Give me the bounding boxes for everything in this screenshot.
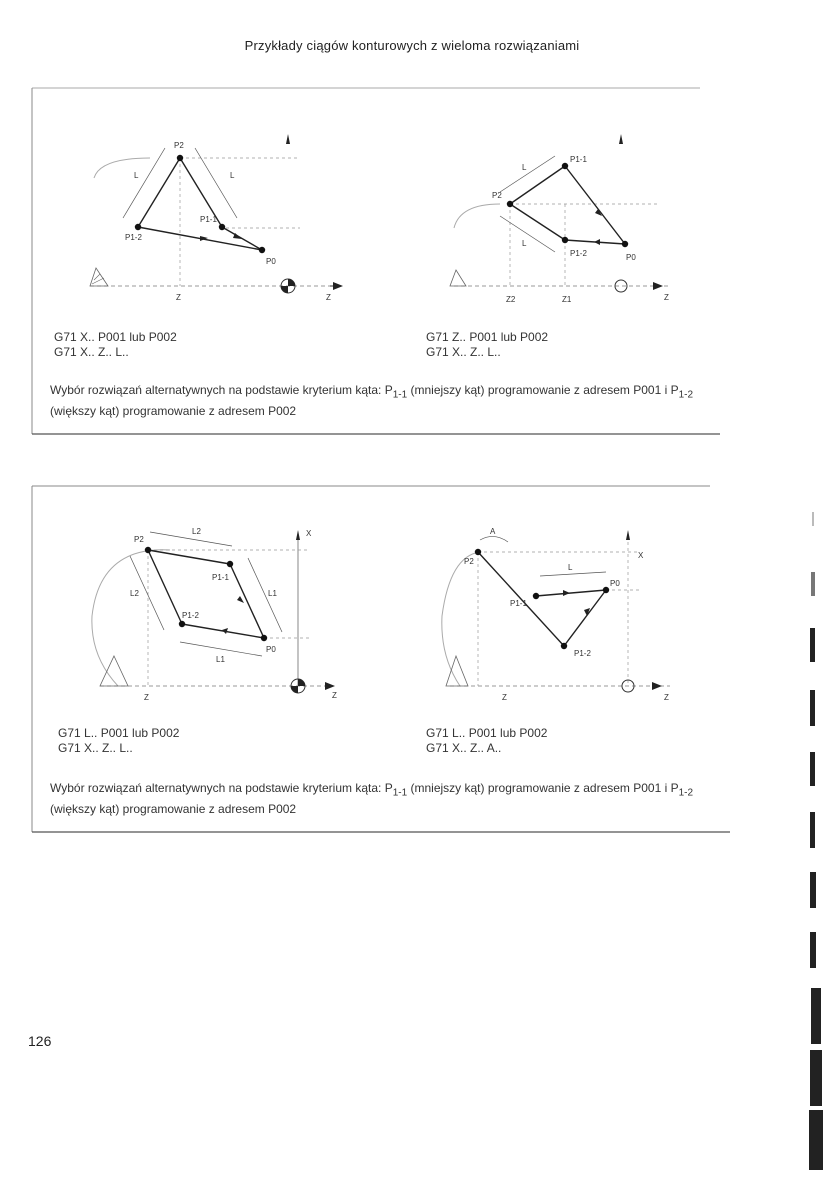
point-p0 bbox=[261, 635, 267, 641]
page-title: Przykłady ciągów konturowych z wieloma rozwiązaniami bbox=[244, 38, 580, 53]
code-block-right bbox=[426, 726, 547, 756]
note-text: Wybór rozwiązań alternatywnych na podstawie kryterium kąta: P bbox=[50, 781, 393, 795]
hatch-mark bbox=[450, 270, 466, 286]
point-p0 bbox=[259, 247, 265, 253]
label-p0: P0 bbox=[266, 257, 276, 266]
code-line: G71 X.. Z.. L.. bbox=[426, 345, 501, 359]
label-z-ref: Z bbox=[176, 293, 181, 302]
label-z-axis: Z bbox=[664, 293, 669, 302]
x-axis-arrow bbox=[619, 134, 623, 144]
label-p1-1: P1-1 bbox=[200, 215, 217, 224]
label-p0: P0 bbox=[610, 579, 620, 588]
label-l1: L1 bbox=[216, 655, 225, 664]
code-block-left bbox=[54, 330, 177, 360]
z-axis-arrow bbox=[333, 282, 343, 290]
contour-segment bbox=[138, 158, 180, 227]
code-block-right bbox=[426, 330, 548, 360]
point-p1-1 bbox=[219, 224, 225, 230]
code-line: G71 Z.. P001 lub P002 bbox=[426, 330, 549, 344]
note-subscript: 1-2 bbox=[678, 787, 694, 799]
workpiece-outline bbox=[442, 552, 480, 686]
selection-note bbox=[50, 382, 730, 419]
code-line: G71 L.. P001 lub P002 bbox=[426, 726, 548, 740]
point-p1-1 bbox=[562, 163, 568, 169]
point-p2 bbox=[507, 201, 513, 207]
point-p2 bbox=[145, 547, 151, 553]
label-z-axis: Z bbox=[332, 691, 337, 700]
contour-segment bbox=[565, 166, 625, 244]
label-a: A bbox=[490, 527, 496, 536]
label-z-ref: Z bbox=[502, 693, 507, 702]
example-panel-1 bbox=[30, 88, 730, 438]
x-axis-arrow bbox=[626, 530, 630, 540]
contour-segment bbox=[564, 590, 606, 646]
point-p2 bbox=[177, 155, 183, 161]
contour-segment bbox=[230, 564, 264, 638]
point-p1-2 bbox=[561, 643, 567, 649]
point-p2 bbox=[475, 549, 481, 555]
label-l: L bbox=[522, 239, 527, 248]
label-l: L bbox=[522, 163, 527, 172]
contour-segment bbox=[536, 590, 606, 596]
note-subscript: 1-1 bbox=[392, 389, 408, 401]
label-x-axis: X bbox=[638, 551, 644, 560]
code-line: G71 L.. P001 lub P002 bbox=[58, 726, 180, 740]
label-p2: P2 bbox=[134, 535, 144, 544]
contour-segment bbox=[148, 550, 230, 564]
note-subscript: 1-1 bbox=[392, 787, 408, 799]
label-z-ref: Z bbox=[144, 693, 149, 702]
z-axis-arrow bbox=[652, 682, 662, 690]
code-line: G71 X.. Z.. A.. bbox=[426, 741, 502, 755]
note-subscript: 1-2 bbox=[678, 389, 694, 401]
selection-note bbox=[50, 780, 730, 817]
label-z-axis: Z bbox=[326, 293, 331, 302]
code-line: G71 X.. Z.. L.. bbox=[54, 345, 129, 359]
workpiece-outline bbox=[454, 204, 500, 228]
note-text: (większy kąt) programowanie z adresem P002 bbox=[50, 802, 297, 817]
angle-arc bbox=[480, 536, 508, 542]
label-p2: P2 bbox=[174, 141, 184, 150]
label-l: L bbox=[568, 563, 573, 572]
point-p0 bbox=[622, 241, 628, 247]
label-p1-1: P1-1 bbox=[510, 599, 527, 608]
code-block-left bbox=[58, 726, 179, 756]
code-line: G71 X.. Z.. L.. bbox=[58, 741, 133, 755]
point-p0 bbox=[603, 587, 609, 593]
z-axis-arrow bbox=[325, 682, 335, 690]
label-l2: L2 bbox=[130, 589, 139, 598]
note-text: (mniejszy kąt) programowanie z adresem P001 i P bbox=[410, 781, 679, 795]
point-p1-1 bbox=[227, 561, 233, 567]
hatch-mark bbox=[90, 268, 108, 286]
label-p0: P0 bbox=[626, 253, 636, 262]
diagram-1-left bbox=[30, 118, 370, 348]
label-l1: L1 bbox=[268, 589, 277, 598]
z-axis-arrow bbox=[653, 282, 663, 290]
contour-segment bbox=[510, 204, 565, 240]
label-p1-1: P1-1 bbox=[570, 155, 587, 164]
label-p1-2: P1-2 bbox=[125, 233, 142, 242]
code-line: G71 X.. P001 lub P002 bbox=[54, 330, 177, 344]
binding-edge-marks bbox=[808, 0, 824, 1185]
label-l: L bbox=[230, 171, 235, 180]
point-p1-2 bbox=[179, 621, 185, 627]
note-text: (mniejszy kąt) programowanie z adresem P001 i P bbox=[410, 383, 679, 397]
workpiece-outline bbox=[94, 158, 150, 178]
x-axis-arrow bbox=[286, 134, 290, 144]
x-axis-arrow bbox=[296, 530, 300, 540]
label-l: L bbox=[134, 171, 139, 180]
example-panel-2 bbox=[30, 486, 730, 836]
label-p0: P0 bbox=[266, 645, 276, 654]
label-z-axis: Z bbox=[664, 693, 669, 702]
diagram-2-right bbox=[390, 506, 730, 726]
label-l2: L2 bbox=[192, 527, 201, 536]
point-p1-1 bbox=[533, 593, 539, 599]
diagram-2-left bbox=[30, 506, 370, 726]
note-text: (większy kąt) programowanie z adresem P002 bbox=[50, 404, 297, 419]
label-p1-2: P1-2 bbox=[182, 611, 199, 620]
page-number: 126 bbox=[28, 1033, 52, 1049]
label-p1-1: P1-1 bbox=[212, 573, 229, 582]
diagram-1-right bbox=[390, 118, 730, 348]
contour-segment bbox=[510, 166, 565, 204]
label-p1-2: P1-2 bbox=[574, 649, 591, 658]
label-x-axis: X bbox=[306, 529, 312, 538]
label-p2: P2 bbox=[464, 557, 474, 566]
note-text: Wybór rozwiązań alternatywnych na podstawie kryterium kąta: P bbox=[50, 383, 393, 397]
label-p1-2: P1-2 bbox=[570, 249, 587, 258]
label-z2: Z2 bbox=[506, 295, 516, 304]
point-p1-2 bbox=[562, 237, 568, 243]
point-p1-2 bbox=[135, 224, 141, 230]
label-z1: Z1 bbox=[562, 295, 572, 304]
contour-segment bbox=[148, 550, 182, 624]
label-p2: P2 bbox=[492, 191, 502, 200]
